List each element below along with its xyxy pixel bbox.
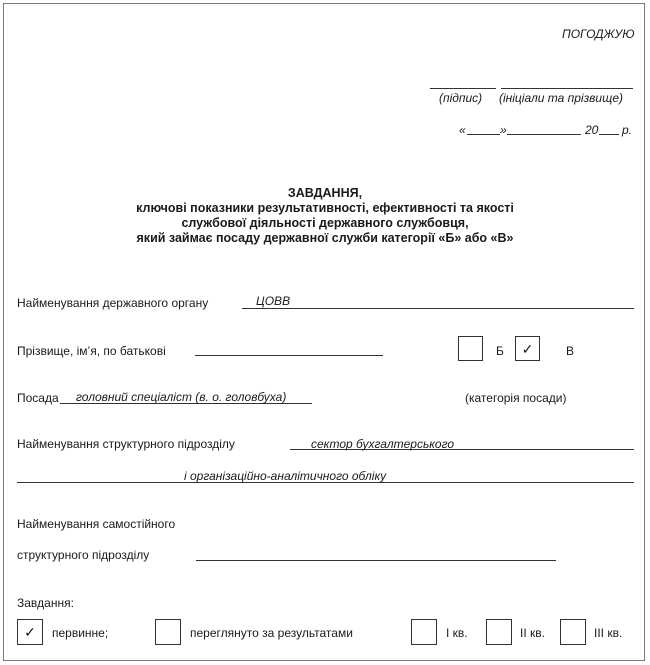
signature-line[interactable]: [430, 88, 496, 89]
approval-heading: ПОГОДЖУЮ: [562, 27, 635, 41]
task-q2-checkbox[interactable]: [486, 619, 512, 645]
checkmark-icon: ✓: [521, 341, 534, 357]
document-title-3: службової діяльності державного службовця,: [181, 216, 469, 230]
name-label: Прізвище, ім’я, по батькові: [17, 344, 166, 358]
agency-label: Найменування державного органу: [17, 296, 209, 310]
year-suffix: р.: [622, 123, 633, 137]
date-open-quote: «: [459, 123, 466, 137]
task-reviewed-label: переглянуто за результатами: [190, 626, 353, 640]
task-q3-checkbox[interactable]: [560, 619, 586, 645]
year-line[interactable]: [599, 134, 619, 135]
task-q3-label: ІІІ кв.: [594, 626, 623, 640]
task-label: Завдання:: [17, 596, 74, 610]
category-v-label: В: [566, 344, 575, 358]
name-input-line[interactable]: [195, 355, 383, 356]
task-primary-label: первинне;: [52, 626, 109, 640]
agency-line[interactable]: [242, 308, 634, 309]
category-v-checkbox[interactable]: [515, 336, 540, 361]
task-primary-checkbox[interactable]: [17, 619, 43, 645]
category-b-label: Б: [496, 344, 504, 358]
task-q1-label: І кв.: [446, 626, 468, 640]
unit-value-2: і організаційно-аналітичного обліку: [184, 469, 387, 483]
unit-value-1: сектор бухгалтерського: [311, 437, 455, 451]
date-month-line[interactable]: [507, 134, 581, 135]
position-label: Посада: [17, 391, 59, 405]
signature-caption: (підпис): [439, 91, 483, 105]
task-q1-checkbox[interactable]: [411, 619, 437, 645]
date-day-line[interactable]: [467, 134, 500, 135]
independent-unit-label-1: Найменування самостійного: [17, 517, 176, 531]
name-caption: (ініціали та прізвище): [499, 91, 623, 105]
task-reviewed-checkbox[interactable]: [155, 619, 181, 645]
unit-label: Найменування структурного підрозділу: [17, 437, 235, 451]
checkmark-icon: ✓: [24, 624, 36, 640]
category-b-checkbox[interactable]: [458, 336, 483, 361]
position-category-caption: (категорія посади): [465, 391, 567, 405]
position-value: головний спеціаліст (в. о. головбуха): [76, 390, 287, 404]
independent-unit-line[interactable]: [196, 560, 556, 561]
task-q2-label: ІІ кв.: [520, 626, 545, 640]
document-title-2: ключові показники результативності, ефективності та якості: [136, 201, 514, 215]
document-title-4: який займає посаду державної служби категорії «Б» або «В»: [136, 231, 514, 245]
date-close-quote: »: [500, 123, 507, 137]
agency-value: ЦОВВ: [256, 294, 291, 308]
name-line[interactable]: [501, 88, 633, 89]
document-title-1: ЗАВДАННЯ,: [287, 186, 363, 200]
year-prefix: 20: [585, 123, 599, 137]
independent-unit-label-2: структурного підрозділу: [17, 548, 150, 562]
